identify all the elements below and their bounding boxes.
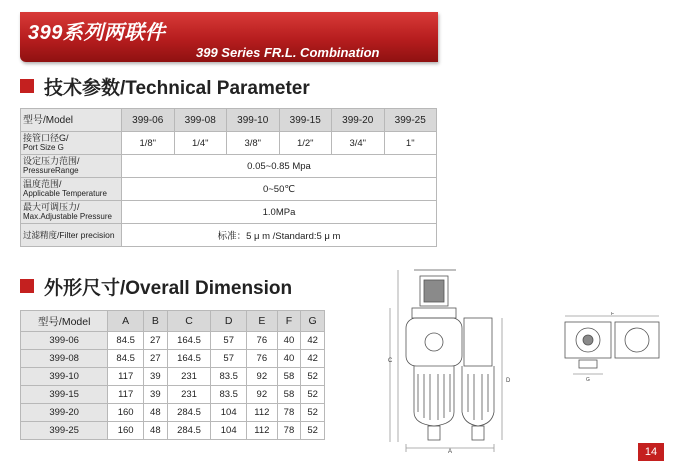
pressure-label bbox=[21, 155, 122, 178]
table-row bbox=[21, 404, 325, 422]
table-header-row bbox=[21, 109, 437, 132]
port-label-cn: 接管口径G/ bbox=[23, 133, 69, 143]
dim-label-c: C bbox=[388, 358, 393, 364]
model-cell: 399-20 bbox=[332, 109, 385, 132]
port-value: 1/8" bbox=[122, 132, 175, 155]
dimension-cell: 92 bbox=[247, 368, 278, 386]
filter-label: 过滤精度/Filter precision bbox=[21, 224, 122, 247]
dimension-cell: 52 bbox=[301, 368, 325, 386]
model-header: 型号/Model bbox=[21, 109, 122, 132]
dimension-cell: 160 bbox=[108, 404, 144, 422]
technical-heading bbox=[20, 74, 310, 98]
model-cell: 399-25 bbox=[384, 109, 437, 132]
model-cell: 399-08 bbox=[174, 109, 227, 132]
temp-label bbox=[21, 178, 122, 201]
red-square-icon bbox=[20, 279, 34, 293]
model-cell: 399-15 bbox=[279, 109, 332, 132]
dimension-cell: 117 bbox=[108, 386, 144, 404]
model-cell: 399-15 bbox=[21, 386, 108, 404]
table-row bbox=[21, 132, 437, 155]
table-row bbox=[21, 422, 325, 440]
dimension-cell: 164.5 bbox=[167, 332, 211, 350]
temp-label-en: Applicable Temperature bbox=[23, 189, 107, 198]
table-row bbox=[21, 155, 437, 178]
max-pressure-value: 1.0MPa bbox=[122, 201, 437, 224]
dimension-header: E bbox=[247, 311, 278, 332]
dimension-header: A bbox=[108, 311, 144, 332]
dimension-cell: 231 bbox=[167, 386, 211, 404]
dimension-cell: 52 bbox=[301, 422, 325, 440]
dimension-cell: 39 bbox=[144, 368, 168, 386]
dimension-cell: 27 bbox=[144, 332, 168, 350]
dimension-cell: 104 bbox=[211, 404, 247, 422]
dimension-cell: 57 bbox=[211, 350, 247, 368]
technical-table bbox=[20, 108, 437, 247]
dimension-cell: 76 bbox=[247, 350, 278, 368]
dimension-cell: 39 bbox=[144, 386, 168, 404]
dimension-cell: 57 bbox=[211, 332, 247, 350]
model-cell: 399-06 bbox=[122, 109, 175, 132]
model-cell: 399-06 bbox=[21, 332, 108, 350]
pressure-value: 0.05~0.85 Mpa bbox=[122, 155, 437, 178]
overall-heading bbox=[20, 274, 292, 298]
dimension-cell: 112 bbox=[247, 422, 278, 440]
technical-heading-text: 技术参数/Technical Parameter bbox=[44, 77, 310, 99]
port-label bbox=[21, 132, 122, 155]
pressure-label-cn: 设定压力范围/ bbox=[23, 156, 80, 166]
dim-label-f: F bbox=[611, 312, 615, 317]
dimension-cell: 42 bbox=[301, 332, 325, 350]
table-row bbox=[21, 332, 325, 350]
dimension-cell: 284.5 bbox=[167, 404, 211, 422]
max-pressure-label bbox=[21, 201, 122, 224]
banner-title-en: 399 Series FR.L. Combination bbox=[196, 45, 380, 60]
table-row bbox=[21, 201, 437, 224]
model-cell: 399-08 bbox=[21, 350, 108, 368]
table-row bbox=[21, 224, 437, 247]
port-value: 1" bbox=[384, 132, 437, 155]
dimension-cell: 58 bbox=[277, 386, 301, 404]
dimension-cell: 40 bbox=[277, 332, 301, 350]
dimension-cell: 104 bbox=[211, 422, 247, 440]
table-row bbox=[21, 386, 325, 404]
dimension-cell: 48 bbox=[144, 422, 168, 440]
dimension-header: F bbox=[277, 311, 301, 332]
dimension-table bbox=[20, 310, 325, 440]
table-row bbox=[21, 178, 437, 201]
model-header: 型号/Model bbox=[21, 311, 108, 332]
dimension-cell: 92 bbox=[247, 386, 278, 404]
port-value: 3/8" bbox=[227, 132, 280, 155]
dimension-cell: 52 bbox=[301, 386, 325, 404]
model-cell: 399-10 bbox=[21, 368, 108, 386]
dimension-cell: 112 bbox=[247, 404, 278, 422]
dimension-header: C bbox=[167, 311, 211, 332]
temp-label-cn: 温度范围/ bbox=[23, 179, 62, 189]
filter-value: 标准：5 μ m /Standard:5 μ m bbox=[122, 224, 437, 247]
dim-label-a: A bbox=[448, 449, 453, 454]
front-view-drawing bbox=[384, 262, 516, 454]
dimension-cell: 164.5 bbox=[167, 350, 211, 368]
dimension-cell: 76 bbox=[247, 332, 278, 350]
dimension-cell: 78 bbox=[277, 404, 301, 422]
dimension-cell: 84.5 bbox=[108, 350, 144, 368]
dimension-cell: 48 bbox=[144, 404, 168, 422]
dimension-cell: 160 bbox=[108, 422, 144, 440]
dimension-header: D bbox=[211, 311, 247, 332]
model-cell: 399-25 bbox=[21, 422, 108, 440]
series-banner bbox=[20, 12, 438, 62]
temp-value: 0~50℃ bbox=[122, 178, 437, 201]
table-row bbox=[21, 368, 325, 386]
pressure-label-en: PressureRange bbox=[23, 166, 79, 175]
dimension-cell: 83.5 bbox=[211, 386, 247, 404]
port-value: 3/4" bbox=[332, 132, 385, 155]
dim-label-d: D bbox=[506, 378, 511, 384]
port-value: 1/4" bbox=[174, 132, 227, 155]
port-value: 1/2" bbox=[279, 132, 332, 155]
port-label-en: Port Size G bbox=[23, 143, 64, 152]
overall-heading-text: 外形尺寸/Overall Dimension bbox=[44, 277, 293, 299]
banner-title-cn: 399系列两联件 bbox=[28, 22, 166, 44]
dimension-header: B bbox=[144, 311, 168, 332]
dimension-cell: 231 bbox=[167, 368, 211, 386]
dimension-cell: 284.5 bbox=[167, 422, 211, 440]
dim-label-g: G bbox=[586, 377, 590, 383]
dimension-cell: 117 bbox=[108, 368, 144, 386]
max-pressure-label-cn: 最大可调压力/ bbox=[23, 202, 80, 212]
red-square-icon bbox=[20, 79, 34, 93]
table-row bbox=[21, 350, 325, 368]
dimension-cell: 84.5 bbox=[108, 332, 144, 350]
dimension-header: G bbox=[301, 311, 325, 332]
model-cell: 399-10 bbox=[227, 109, 280, 132]
max-pressure-label-en: Max.Adjustable Pressure bbox=[23, 212, 112, 221]
dimension-cell: 78 bbox=[277, 422, 301, 440]
dimension-cell: 40 bbox=[277, 350, 301, 368]
dimension-cell: 83.5 bbox=[211, 368, 247, 386]
page-number: 14 bbox=[638, 443, 664, 461]
dimension-cell: 58 bbox=[277, 368, 301, 386]
dimension-cell: 27 bbox=[144, 350, 168, 368]
dimension-cell: 42 bbox=[301, 350, 325, 368]
table-header-row bbox=[21, 311, 325, 332]
top-view-drawing bbox=[563, 312, 663, 384]
dimension-cell: 52 bbox=[301, 404, 325, 422]
model-cell: 399-20 bbox=[21, 404, 108, 422]
